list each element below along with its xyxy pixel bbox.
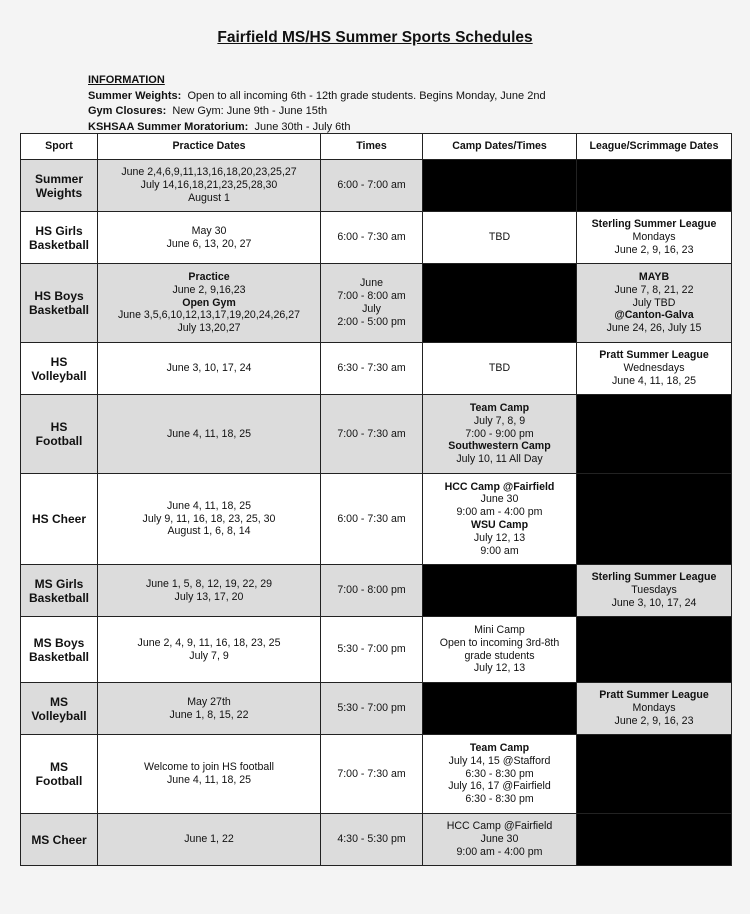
cell-line: Sterling Summer League bbox=[591, 218, 717, 231]
cell-line: June 2, 4, 9, 11, 16, 18, 23, 25 bbox=[137, 636, 281, 649]
cell-line: HS bbox=[50, 420, 68, 434]
league-cell bbox=[577, 814, 732, 866]
cell-line: 5:30 - 7:00 pm bbox=[337, 643, 406, 656]
table-row bbox=[21, 814, 732, 866]
sport-cell bbox=[21, 474, 98, 565]
cell-line: HS Boys bbox=[34, 289, 84, 303]
info-label: Summer Weights: bbox=[88, 89, 182, 102]
sport-cell bbox=[21, 160, 98, 212]
times-cell bbox=[321, 814, 423, 866]
practice-dates-cell bbox=[98, 395, 321, 474]
camp-cell bbox=[423, 264, 577, 343]
info-text: New Gym: June 9th - June 15th bbox=[172, 105, 328, 117]
cell-line: Mini Camp bbox=[474, 623, 525, 636]
info-label: KSHSAA Summer Moratorium: bbox=[88, 120, 249, 133]
cell-line: June 1, 8, 15, 22 bbox=[169, 708, 249, 721]
sport-cell bbox=[21, 212, 98, 264]
cell-line: HCC Camp @Fairfield bbox=[446, 820, 553, 833]
table-row bbox=[21, 343, 732, 395]
cell-line: August 1 bbox=[188, 191, 230, 204]
cell-line: Basketball bbox=[28, 237, 90, 252]
cell-line: HS Girls bbox=[35, 223, 83, 238]
times-cell bbox=[321, 160, 423, 212]
info-text: Open to all incoming 6th - 12th grade students. Begins Monday, June 2nd bbox=[187, 89, 546, 102]
cell-line: June 4, 11, 18, 25 bbox=[166, 499, 252, 512]
cell-line: June 2, 9, 16, 23 bbox=[614, 714, 694, 727]
information-section bbox=[88, 73, 546, 135]
cell-line: 9:00 am bbox=[480, 544, 519, 557]
camp-cell bbox=[423, 160, 577, 212]
page-title: Fairfield MS/HS Summer Sports Schedules bbox=[217, 29, 533, 46]
cell-line: June 4, 11, 18, 25 bbox=[611, 374, 697, 387]
cell-line: Summer bbox=[34, 171, 84, 186]
cell-line: 6:00 - 7:30 am bbox=[337, 231, 406, 244]
cell-line: 7:00 - 7:30 am bbox=[337, 427, 406, 440]
practice-dates-cell bbox=[98, 617, 321, 683]
cell-line: 9:00 am - 4:00 pm bbox=[456, 506, 543, 519]
league-cell bbox=[577, 343, 732, 395]
cell-line: May 27th bbox=[187, 695, 231, 708]
info-line-gym-closures bbox=[88, 104, 546, 120]
cell-line: Team Camp bbox=[469, 402, 530, 414]
league-cell bbox=[577, 735, 732, 814]
sport-cell bbox=[21, 343, 98, 395]
league-cell bbox=[577, 683, 732, 735]
camp-cell bbox=[423, 565, 577, 617]
table-row bbox=[21, 683, 732, 735]
times-cell bbox=[321, 395, 423, 474]
cell-line: 6:30 - 7:30 am bbox=[337, 362, 406, 375]
camp-cell bbox=[423, 212, 577, 264]
cell-line: Team Camp bbox=[469, 742, 530, 754]
practice-dates-cell bbox=[98, 735, 321, 814]
cell-line: grade students bbox=[464, 649, 535, 662]
camp-cell bbox=[423, 683, 577, 735]
cell-line: MS Girls bbox=[34, 576, 84, 591]
practice-dates-cell bbox=[98, 474, 321, 565]
practice-dates-cell bbox=[98, 683, 321, 735]
cell-line: 7:00 - 7:30 am bbox=[337, 767, 406, 780]
cell-line: MS bbox=[50, 694, 68, 709]
cell-line: Sterling Summer League bbox=[591, 571, 717, 584]
cell-line: July 13, 17, 20 bbox=[174, 590, 244, 603]
cell-line: WSU Camp bbox=[470, 519, 529, 531]
cell-line: Mondays bbox=[632, 231, 676, 244]
camp-cell bbox=[423, 735, 577, 814]
practice-dates-cell bbox=[98, 343, 321, 395]
camp-cell bbox=[423, 814, 577, 866]
cell-line: July TBD bbox=[632, 296, 676, 309]
times-cell bbox=[321, 474, 423, 565]
sport-cell bbox=[21, 735, 98, 814]
cell-line: July 7, 8, 9 bbox=[473, 414, 526, 427]
cell-line: June 1, 22 bbox=[184, 833, 234, 846]
table-row bbox=[21, 474, 732, 565]
cell-line: MS Boys bbox=[33, 635, 85, 650]
cell-line: MS bbox=[50, 760, 68, 774]
cell-line: June 3,5,6,10,12,13,17,19,20,24,26,27 bbox=[117, 309, 301, 322]
cell-line: HS Cheer bbox=[31, 512, 87, 526]
cell-line: 5:30 - 7:00 pm bbox=[337, 702, 406, 715]
sport-cell bbox=[21, 617, 98, 683]
cell-line: Pratt Summer League bbox=[599, 689, 709, 702]
cell-line: June 1, 5, 8, 12, 19, 22, 29 bbox=[145, 577, 273, 590]
camp-cell bbox=[423, 617, 577, 683]
cell-line: 2:00 - 5:00 pm bbox=[337, 315, 406, 328]
cell-line: July 9, 11, 16, 18, 23, 25, 30 bbox=[142, 512, 276, 525]
cell-line: July 16, 17 @Fairfield bbox=[448, 780, 551, 793]
table-row bbox=[21, 395, 732, 474]
cell-line: 6:00 - 7:30 am bbox=[337, 512, 406, 525]
cell-line: Open to incoming 3rd-8th bbox=[439, 636, 560, 649]
cell-line: Volleyball bbox=[31, 368, 87, 383]
times-cell bbox=[321, 264, 423, 343]
cell-line: 6:00 - 7:00 am bbox=[337, 179, 406, 192]
times-cell bbox=[321, 565, 423, 617]
cell-line: TBD bbox=[488, 362, 511, 375]
cell-line: 6:30 - 8:30 pm bbox=[465, 767, 534, 780]
cell-line: MAYB bbox=[638, 271, 670, 283]
header-camp-dates: Camp Dates/Times bbox=[423, 134, 577, 160]
schedule-table bbox=[20, 133, 732, 866]
practice-dates-cell bbox=[98, 814, 321, 866]
cell-line: MS Cheer bbox=[31, 832, 87, 847]
practice-dates-cell bbox=[98, 565, 321, 617]
cell-line: Open Gym bbox=[182, 296, 236, 309]
cell-line: June 2, 9,16,23 bbox=[172, 283, 246, 296]
cell-line: 7:00 - 8:00 am bbox=[337, 290, 406, 303]
cell-line: June bbox=[360, 277, 383, 290]
cell-line: Basketball bbox=[28, 303, 90, 317]
cell-line: Wednesdays bbox=[623, 362, 685, 375]
table-row bbox=[21, 264, 732, 343]
cell-line: June 4, 11, 18, 25 bbox=[166, 774, 252, 786]
camp-cell bbox=[423, 395, 577, 474]
table-row bbox=[21, 617, 732, 683]
cell-line: July 13,20,27 bbox=[177, 322, 241, 335]
sport-cell bbox=[21, 264, 98, 343]
table-row bbox=[21, 212, 732, 264]
league-cell bbox=[577, 565, 732, 617]
table-row bbox=[21, 735, 732, 814]
sport-cell bbox=[21, 683, 98, 735]
cell-line: Football bbox=[35, 434, 83, 448]
header-times: Times bbox=[321, 134, 423, 160]
cell-line: June 6, 13, 20, 27 bbox=[166, 237, 252, 250]
header-sport: Sport bbox=[21, 134, 98, 160]
info-label: Gym Closures: bbox=[88, 105, 167, 117]
league-cell bbox=[577, 264, 732, 343]
information-heading: INFORMATION bbox=[88, 74, 165, 86]
cell-line: June 4, 11, 18, 25 bbox=[166, 427, 252, 440]
cell-line: @Canton-Galva bbox=[614, 309, 694, 322]
cell-line: Southwestern Camp bbox=[448, 440, 551, 453]
cell-line: June 3, 10, 17, 24 bbox=[611, 596, 697, 609]
cell-line: June 24, 26, July 15 bbox=[606, 322, 702, 335]
info-line-summer-weights bbox=[88, 89, 546, 105]
practice-dates-cell bbox=[98, 160, 321, 212]
cell-line: June 30 bbox=[480, 833, 519, 846]
cell-line: Practice bbox=[188, 271, 230, 283]
cell-line: May 30 bbox=[191, 224, 227, 237]
cell-line: July 12, 13 bbox=[473, 662, 526, 675]
cell-line: Football bbox=[35, 774, 83, 788]
cell-line: July 14, 15 @Stafford bbox=[448, 754, 551, 767]
cell-line: June 2,4,6,9,11,13,16,18,20,23,25,27 bbox=[121, 166, 297, 179]
cell-line: July 12, 13 bbox=[473, 531, 526, 544]
league-cell bbox=[577, 617, 732, 683]
cell-line: 6:30 - 8:30 pm bbox=[465, 793, 534, 806]
cell-line: Weights bbox=[35, 185, 83, 200]
camp-cell bbox=[423, 343, 577, 395]
cell-line: 4:30 - 5:30 pm bbox=[337, 833, 406, 846]
cell-line: August 1, 6, 8, 14 bbox=[167, 525, 251, 538]
table-header-row bbox=[21, 134, 732, 160]
cell-line: HS bbox=[50, 354, 68, 369]
league-cell bbox=[577, 160, 732, 212]
table-row bbox=[21, 565, 732, 617]
times-cell bbox=[321, 617, 423, 683]
sport-cell bbox=[21, 814, 98, 866]
cell-line: July 7, 9 bbox=[189, 649, 229, 662]
header-practice-dates: Practice Dates bbox=[98, 134, 321, 160]
cell-line: 7:00 - 8:00 pm bbox=[337, 584, 406, 597]
practice-dates-cell bbox=[98, 212, 321, 264]
practice-dates-cell bbox=[98, 264, 321, 343]
cell-line: Mondays bbox=[632, 702, 676, 715]
cell-line: HCC Camp @Fairfield bbox=[444, 480, 555, 493]
camp-cell bbox=[423, 474, 577, 565]
cell-line: 7:00 - 9:00 pm bbox=[465, 427, 534, 440]
sport-cell bbox=[21, 395, 98, 474]
table-row bbox=[21, 160, 732, 212]
header-league-dates: League/Scrimmage Dates bbox=[577, 134, 732, 160]
league-cell bbox=[577, 474, 732, 565]
cell-line: Welcome to join HS football bbox=[144, 761, 274, 774]
cell-line: TBD bbox=[488, 231, 511, 244]
cell-line: July bbox=[362, 303, 381, 315]
cell-line: June 2, 9, 16, 23 bbox=[614, 243, 694, 256]
cell-line: Volleyball bbox=[31, 708, 87, 723]
sport-cell bbox=[21, 565, 98, 617]
cell-line: 9:00 am - 4:00 pm bbox=[456, 845, 543, 858]
league-cell bbox=[577, 212, 732, 264]
league-cell bbox=[577, 395, 732, 474]
cell-line: Basketball bbox=[28, 649, 90, 664]
table-body bbox=[21, 160, 732, 866]
cell-line: June 3, 10, 17, 24 bbox=[166, 362, 252, 375]
cell-line: June 30 bbox=[480, 493, 519, 506]
cell-line: July 14,16,18,21,23,25,28,30 bbox=[140, 179, 278, 192]
times-cell bbox=[321, 683, 423, 735]
cell-line: June 7, 8, 21, 22 bbox=[614, 283, 694, 296]
cell-line: Tuesdays bbox=[631, 584, 677, 597]
times-cell bbox=[321, 212, 423, 264]
times-cell bbox=[321, 735, 423, 814]
info-text: June 30th - July 6th bbox=[254, 120, 351, 133]
cell-line: Pratt Summer League bbox=[599, 349, 709, 362]
cell-line: Basketball bbox=[28, 590, 90, 605]
times-cell bbox=[321, 343, 423, 395]
cell-line: July 10, 11 All Day bbox=[456, 453, 543, 466]
